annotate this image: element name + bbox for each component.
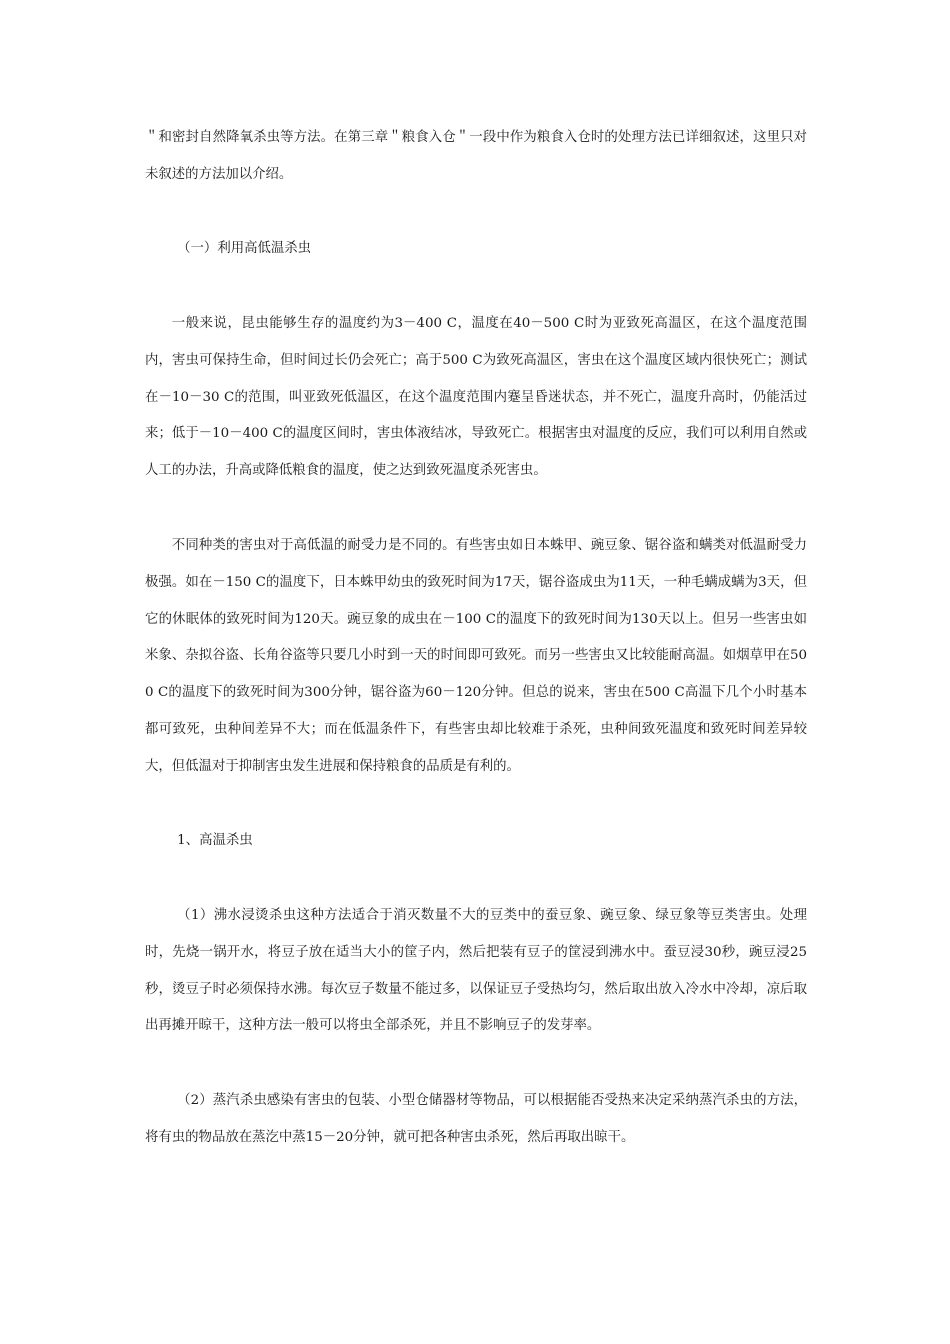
paragraph-steam-method: （2）蒸汽杀虫感染有害虫的包装、小型仓储器材等物品，可以根据能否受热来决定采纳蒸汽杀虫的方法，将有虫的物品放在蒸汔中蒸15－20分钟，就可把各种害虫杀死，然后再取出晾干。: [145, 1093, 807, 1145]
paragraph-temperature-ranges: 一般来说，昆虫能够生存的温度约为3－400 C，温度在40－500 C时为亚致死高温区，在这个温度范围内，害虫可保持生命，但时间过长仍会死亡；高于500 C为致死高温区，害虫在这个温度区域内很快死亡；测试在－10－30 C的范围，叫亚致死低温区，在这个温度范围内蹇呈昏迷状态，并不死亡，温度升高时，仍能活过来；低于－10－400 C的温度区间时，害虫体液结冰，导致死亡。根据害虫对温度的反应，我们可以利用自然或人工的办法，升高或降低粮食的温度，使之达到致死温度杀死害虫。: [145, 316, 807, 479]
paragraph-boiling-water-method: （1）沸水浸烫杀虫这种方法适合于消灭数量不大的豆类中的蚕豆象、豌豆象、绿豆象等豆类害虫。处理时，先烧一锅开水，将豆子放在适当大小的筐子内，然后把装有豆子的筐浸到沸水中。蚕豆浸30秒，豌豆浸25秒，烫豆子时必须保持水沸。每次豆子数量不能过多，以保证豆子受热均匀，然后取出放入冷水中冷却，凉后取出再摊开晾干，这种方法一般可以将虫全部杀死，并且不影响豆子的发芽率。: [145, 908, 807, 1034]
section-heading-high-temperature: 1、高温杀虫: [177, 833, 253, 848]
paragraph-temperature-tolerance: 不同种类的害虫对于高低温的耐受力是不同的。有些害虫如日本蛛甲、豌豆象、锯谷盗和螨类对低温耐受力极强。如在－150 C的温度下，日本蛛甲幼虫的致死时间为17天，锯谷盗成虫为11天，一种毛螨成螨为3天，但它的休眠体的致死时间为120天。豌豆象的成虫在－100 C的温度下的致死时间为130天以上。但另一些害虫如米象、杂拟谷盗、长角谷盗等只要几小时到一天的时间即可致死。而另一些害虫又比较能耐高温。如烟草甲在500 C的温度下的致死时间为300分钟，锯谷盗为60－120分钟。但总的说来，害虫在500 C高温下几个小时基本都可致死，虫种间差异不大；而在低温条件下，有些害虫却比较难于杀死，虫种间致死温度和致死时间差异较大，但低温对于抑制害虫发生进展和保持粮食的品质是有利的。: [145, 538, 807, 774]
paragraph-intro: ＂和密封自然降氧杀虫等方法。在第三章＂粮食入仓＂一段中作为粮食入仓时的处理方法已详细叙述，这里只对未叙述的方法加以介绍。: [145, 130, 807, 182]
section-heading-high-low-temperature: （一）利用高低温杀虫: [177, 241, 312, 256]
